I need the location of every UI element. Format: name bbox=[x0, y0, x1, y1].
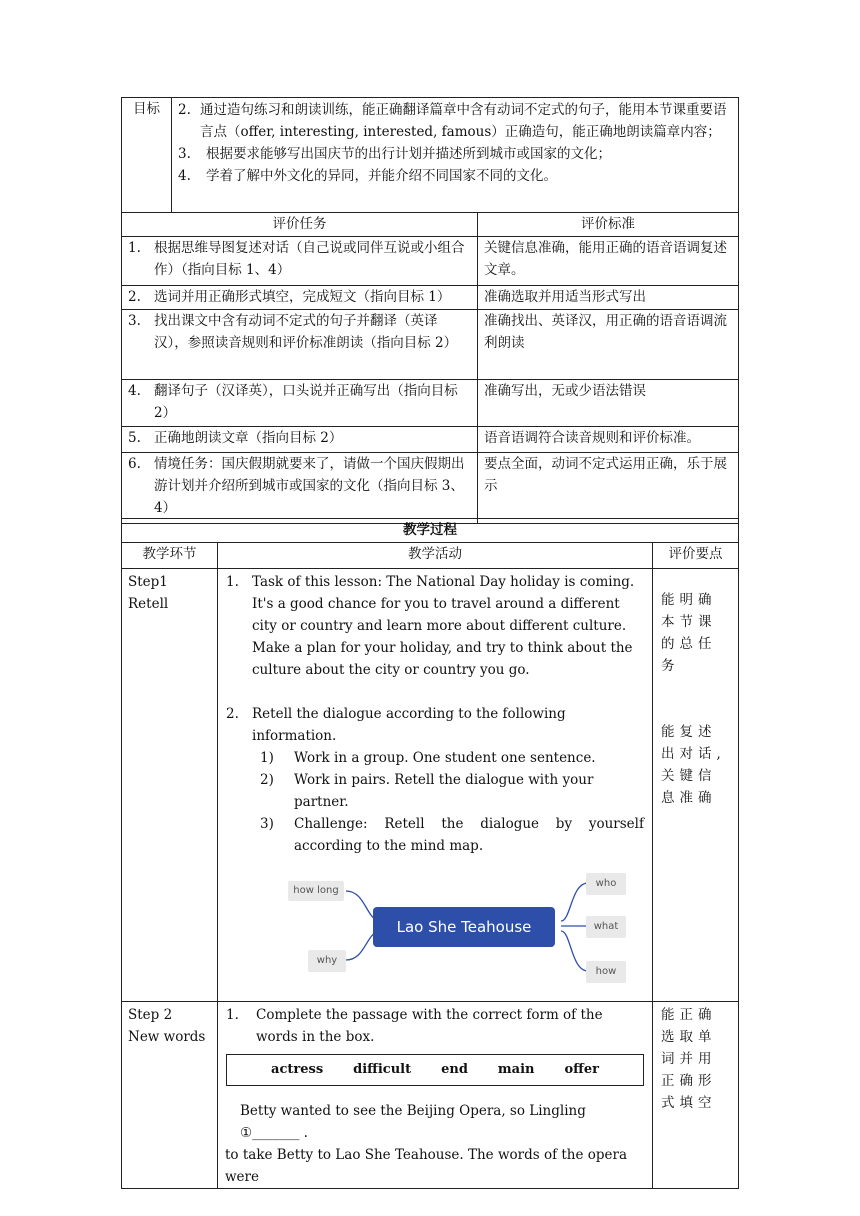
eval-standard: 语音语调符合读音规则和评价标准。 bbox=[478, 427, 739, 453]
word-box-word: difficult bbox=[353, 1062, 412, 1077]
eval-task: 正确地朗读文章（指向目标 2） bbox=[154, 430, 343, 446]
subitem-num: 3) bbox=[260, 816, 274, 832]
step2-eval: 能正确选取单词并用正确形式填空 bbox=[661, 1007, 717, 1111]
goal-text: 根据要求能够写出国庆节的出行计划并描述所到城市或国家的文化； bbox=[206, 146, 611, 162]
step1-subitem bbox=[260, 769, 644, 813]
step1-item-num: 1. bbox=[226, 574, 239, 590]
eval-task-cell bbox=[122, 380, 478, 427]
step2-item-text: Complete the passage with the correct form of the words in the box. bbox=[256, 1007, 603, 1045]
step1-item-text: Retell the dialogue according to the following information. bbox=[252, 706, 566, 744]
goals-evaluation-table bbox=[121, 97, 739, 524]
eval-task-cell bbox=[122, 237, 478, 286]
step2-eval-cell bbox=[653, 1002, 739, 1189]
goal-text: 通过造句练习和朗读训练，能正确翻译篇章中含有动词不定式的句子，能用本节课重要语言点（offer, interesting, interested, famous）正确造句，能正确地朗读篇章内容； bbox=[200, 102, 727, 140]
eval-standard: 准确找出、英译汉，用正确的语音语调流利朗读 bbox=[478, 310, 739, 380]
mind-map-node-who: who bbox=[586, 873, 626, 895]
subitem-text: Work in a group. One student one sentence. bbox=[294, 750, 596, 766]
goal-text: 学着了解中外文化的异同，并能介绍不同国家不同的文化。 bbox=[206, 168, 557, 184]
process-header-stage: 教学环节 bbox=[122, 543, 218, 569]
eval-task-cell bbox=[122, 453, 478, 524]
eval-task-cell bbox=[122, 427, 478, 453]
goal-item bbox=[178, 143, 732, 165]
goal-item bbox=[178, 99, 732, 143]
step1-name-cell bbox=[122, 569, 218, 1002]
step1-subitem bbox=[260, 747, 644, 769]
step1-item-num: 2. bbox=[226, 706, 239, 722]
goals-label: 目标 bbox=[122, 98, 172, 213]
word-box-word: main bbox=[497, 1062, 535, 1077]
mind-map-node-how-long: how long bbox=[288, 881, 344, 901]
eval-standard: 要点全面，动词不定式运用正确，乐于展示 bbox=[478, 453, 739, 524]
goal-num: 4. bbox=[178, 168, 191, 184]
step1-item bbox=[226, 703, 644, 747]
eval-task: 情境任务：国庆假期就要来了，请做一个国庆假期出游计划并介绍所到城市或国家的文化（指向目标 3、4） bbox=[154, 456, 465, 516]
step1-activity-cell bbox=[218, 569, 653, 1002]
goal-item bbox=[178, 165, 732, 187]
eval-standard: 关键信息准确，能用正确的语音语调复述文章。 bbox=[478, 237, 739, 286]
word-box bbox=[226, 1054, 644, 1086]
eval-standard-header: 评价标准 bbox=[478, 213, 739, 237]
step2-item-num: 1. bbox=[226, 1007, 239, 1023]
eval-num: 1. bbox=[128, 240, 141, 256]
step1-name: Step1 bbox=[128, 574, 168, 590]
process-header-eval: 评价要点 bbox=[653, 543, 739, 569]
eval-num: 6. bbox=[128, 456, 141, 472]
step1-subitems bbox=[226, 747, 644, 857]
eval-task-cell bbox=[122, 286, 478, 310]
eval-task-header: 评价任务 bbox=[122, 213, 478, 237]
passage-line: to take Betty to Lao She Teahouse. The words of the opera were bbox=[225, 1147, 628, 1185]
mind-map-node-why: why bbox=[308, 950, 346, 972]
step1-item-text: Task of this lesson: The National Day holiday is coming. It's a good chance for you to travel around a different city or country and learn more about different culture. Make a plan for your holiday, and try to think about the culture about the city or country you go. bbox=[252, 574, 635, 678]
goal-num: 2. bbox=[178, 102, 191, 118]
passage-line: Betty wanted to see the Beijing Opera, so Lingling ①_______ . bbox=[240, 1103, 586, 1141]
eval-num: 4. bbox=[128, 383, 141, 399]
eval-task: 找出课文中含有动词不定式的句子并翻译（英译汉），参照读音规则和评价标准朗读（指向目标 2） bbox=[154, 313, 458, 351]
eval-task-cell bbox=[122, 310, 478, 380]
word-box-word: offer bbox=[564, 1062, 599, 1077]
step2-activity-cell bbox=[218, 1002, 653, 1189]
process-title: 教学过程 bbox=[122, 519, 739, 543]
subitem-num: 2) bbox=[260, 772, 274, 788]
step1-item bbox=[226, 571, 644, 681]
process-table bbox=[121, 518, 739, 1189]
mind-map-node-what: what bbox=[586, 916, 626, 938]
step1-eval-cell bbox=[653, 569, 739, 1002]
eval-task: 翻译句子（汉译英），口头说并正确写出（指向目标 2） bbox=[154, 383, 458, 421]
step1-subitem bbox=[260, 813, 644, 857]
eval-task: 选词并用正确形式填空，完成短文（指向目标 1） bbox=[154, 289, 451, 305]
subitem-text: Work in pairs. Retell the dialogue with your partner. bbox=[294, 772, 594, 810]
step1-subname: Retell bbox=[128, 596, 169, 612]
step1-eval-1: 能明确本节课的总任务 bbox=[661, 592, 717, 674]
word-box-word: end bbox=[441, 1062, 468, 1077]
step2-item bbox=[226, 1004, 644, 1048]
mind-map bbox=[226, 873, 644, 1001]
eval-num: 5. bbox=[128, 430, 141, 446]
eval-task: 根据思维导图复述对话（自己说或同伴互说或小组合作）（指向目标 1、4） bbox=[154, 240, 465, 278]
subitem-num: 1) bbox=[260, 750, 274, 766]
subitem-text: Challenge: Retell the dialogue by yourself according to the mind map. bbox=[294, 816, 644, 854]
step2-name: Step 2 bbox=[128, 1007, 173, 1023]
eval-standard: 准确写出，无或少语法错误 bbox=[478, 380, 739, 427]
mind-map-center: Lao She Teahouse bbox=[373, 907, 555, 947]
word-box-word: actress bbox=[271, 1062, 324, 1077]
mind-map-node-how: how bbox=[586, 961, 626, 983]
goals-cell bbox=[172, 98, 739, 213]
step2-name-cell bbox=[122, 1002, 218, 1189]
eval-standard: 准确选取并用适当形式写出 bbox=[478, 286, 739, 310]
eval-num: 3. bbox=[128, 313, 141, 329]
step2-subname: New words bbox=[128, 1029, 206, 1045]
process-header-activity: 教学活动 bbox=[218, 543, 653, 569]
goal-num: 3. bbox=[178, 146, 191, 162]
step1-eval-2: 能复述出对话,关键信息准确 bbox=[661, 724, 726, 806]
eval-num: 2. bbox=[128, 289, 141, 305]
